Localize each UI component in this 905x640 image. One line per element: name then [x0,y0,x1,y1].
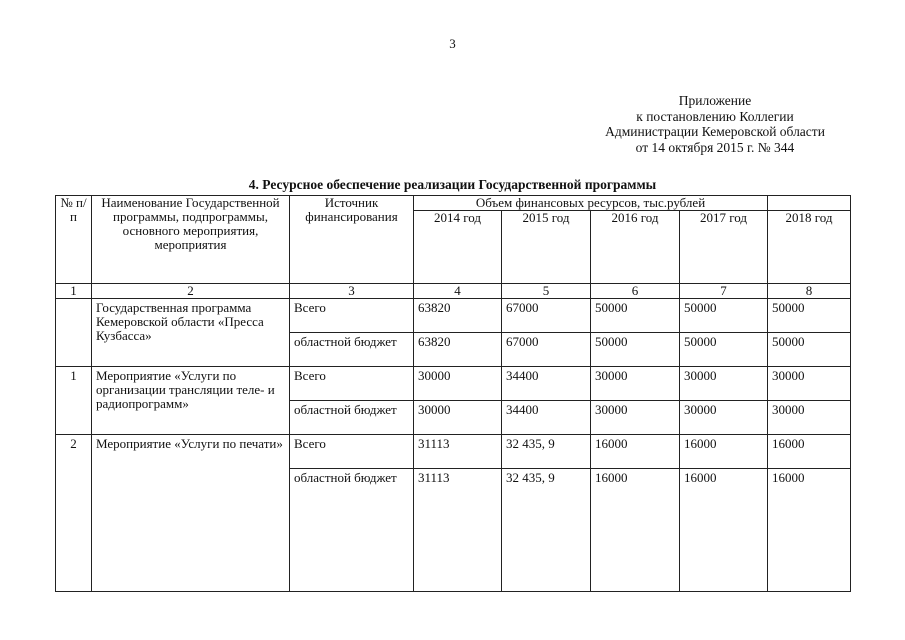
source-label: областной бюджет [290,401,414,435]
header-volume: Объем финансовых ресурсов, тыс.рублей [414,196,768,211]
value-cell: 30000 [591,367,680,401]
column-number-row [56,284,851,299]
value-cell: 67000 [502,333,591,367]
page-number: 3 [449,36,456,51]
value-cell: 30000 [414,367,502,401]
value-cell: 30000 [680,401,768,435]
appendix-line-1: Приложение [678,93,752,108]
source-label: областной бюджет [290,333,414,367]
resource-table [55,195,851,592]
table-row [56,367,851,401]
source-label: Всего [290,367,414,401]
appendix-line-4: от 14 октября 2015 г. № 344 [635,139,795,155]
value-cell: 50000 [591,333,680,367]
source-label: Всего [290,435,414,469]
value-cell: 16000 [680,469,768,592]
header-year-2014: 2014 год [414,211,502,284]
value-cell: 30000 [768,401,851,435]
appendix-line-2: к постановлению Коллегии [636,108,794,124]
header-volume-empty [768,196,851,211]
table-row [56,435,851,469]
value-cell: 30000 [680,367,768,401]
row-name: Мероприятие «Услуги по организации трансляции теле- и радиопрограмм» [92,367,290,435]
value-cell: 50000 [768,299,851,333]
header-year-2018: 2018 год [768,211,851,284]
column-number: 2 [92,284,290,299]
row-num [56,299,92,367]
row-name: Государственная программа Кемеровской области «Пресса Кузбасса» [92,299,290,367]
appendix-block [560,93,870,155]
column-number: 8 [768,284,851,299]
value-cell: 30000 [591,401,680,435]
value-cell: 63820 [414,333,502,367]
column-number: 6 [591,284,680,299]
header-name: Наименование Государственной программы, подпрограммы, основного мероприятия, мероприятия [92,196,290,284]
value-cell: 34400 [502,401,591,435]
source-label: областной бюджет [290,469,414,592]
value-cell: 30000 [414,401,502,435]
header-year-2017: 2017 год [680,211,768,284]
value-cell: 16000 [680,435,768,469]
value-cell: 16000 [768,469,851,592]
value-cell: 32 435, 9 [502,469,591,592]
value-cell: 50000 [591,299,680,333]
column-number: 3 [290,284,414,299]
column-number: 7 [680,284,768,299]
value-cell: 50000 [768,333,851,367]
column-number: 4 [414,284,502,299]
row-num: 1 [56,367,92,435]
column-number: 1 [56,284,92,299]
row-name: Мероприятие «Услуги по печати» [92,435,290,592]
source-label: Всего [290,299,414,333]
value-cell: 32 435, 9 [502,435,591,469]
value-cell: 50000 [680,299,768,333]
table-title: 4. Ресурсное обеспечение реализации Государственной программы [248,177,657,192]
appendix-line-3: Администрации Кемеровской области [605,124,825,139]
column-number: 5 [502,284,591,299]
value-cell: 16000 [591,469,680,592]
header-num: № п/п [56,196,92,284]
value-cell: 50000 [680,333,768,367]
value-cell: 67000 [502,299,591,333]
value-cell: 63820 [414,299,502,333]
row-num: 2 [56,435,92,592]
value-cell: 16000 [768,435,851,469]
value-cell: 31113 [414,469,502,592]
value-cell: 34400 [502,367,591,401]
value-cell: 31113 [414,435,502,469]
value-cell: 16000 [591,435,680,469]
value-cell: 30000 [768,367,851,401]
header-source: Источник финансирования [290,196,414,284]
header-year-2015: 2015 год [502,211,591,284]
table-row [56,299,851,333]
header-year-2016: 2016 год [591,211,680,284]
